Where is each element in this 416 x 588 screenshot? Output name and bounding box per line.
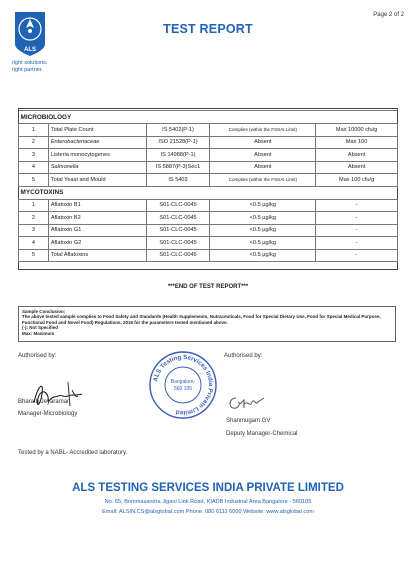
- cell-limit: -: [316, 212, 398, 225]
- cell-param: Total Yeast and Mould: [48, 174, 146, 187]
- table-row: [19, 124, 398, 137]
- footer-contact: Email: ALSIN.CS@alsglobal.com Phone: 080 6111 6000 Website: www.alsglobal.com: [102, 509, 314, 515]
- cell-limit: -: [316, 224, 398, 237]
- signatory-left-role: Manager-Microbiology: [18, 411, 78, 417]
- table-row: [19, 149, 398, 162]
- cell-result: Absent: [210, 136, 316, 149]
- cell-no: 3: [19, 149, 49, 162]
- sample-conclusion: [18, 306, 396, 342]
- table-row: [19, 174, 398, 187]
- cell-result: <0.5 µg/kg: [210, 212, 316, 225]
- seal-center-line2: 560 105: [173, 386, 193, 392]
- signature-right: [226, 394, 268, 412]
- cell-param: Aflatoxin G1: [48, 224, 146, 237]
- cell-no: 4: [19, 161, 49, 174]
- cell-result: Absent: [210, 161, 316, 174]
- cell-method: IS 5887(P-3)Sec1: [146, 161, 210, 174]
- cell-param: Listeria monocytogenes: [48, 149, 146, 162]
- cell-method: S01-CLC-0045: [146, 199, 210, 212]
- conclusion-body: The above tested sample complies to Food Safety and Standards (Health Supplements, Nutraceuticals, Food for Special Dietary Use, Food for Special Medical Purpose, Functional Food and Novel Food) Regulations, 2016 for the parameters tested mentioned above.: [22, 314, 381, 325]
- cell-limit: Absent: [316, 149, 398, 162]
- cell-no: 2: [19, 136, 49, 149]
- cell-method: IS 14988(P-1): [146, 149, 210, 162]
- cell-method: IS 5403: [146, 174, 210, 187]
- cell-limit: Max 10000 cfu/g: [316, 124, 398, 137]
- cell-result: <0.5 µg/kg: [210, 249, 316, 262]
- section-heading-row: [19, 111, 398, 124]
- cell-result: <0.5 µg/kg: [210, 224, 316, 237]
- seal-center-line1: Bangalore-: [170, 379, 196, 385]
- table-row: [19, 199, 398, 212]
- cell-no: 1: [19, 199, 49, 212]
- section-heading-row: [19, 186, 398, 199]
- footer-address: No. 65, Bommasandra Jigani Link Road, KIADB Industrial Area Bangalore - 560105: [104, 499, 312, 505]
- cell-result: Absent: [210, 149, 316, 162]
- note-maximum: Max: Maximum: [22, 330, 55, 336]
- tagline-line1: right solutions.: [12, 60, 48, 66]
- cell-param: Enterobacteriaceae: [48, 136, 146, 149]
- cell-limit: Max 100: [316, 136, 398, 149]
- table-row: [19, 224, 398, 237]
- cell-result: Complies (within the FSSAI Limit): [210, 174, 316, 187]
- signatory-right-role: Deputy Manager-Chemical: [226, 431, 298, 437]
- cell-no: 5: [19, 249, 49, 262]
- signature-left: [28, 372, 88, 416]
- cell-result: Complies (within the FSSAI Limit): [210, 124, 316, 137]
- signatory-right-name: Shanmugam GV: [226, 418, 271, 424]
- cell-limit: Max 100 cfu/g: [316, 174, 398, 187]
- cell-method: ISO 21528(P-1): [146, 136, 210, 149]
- cell-no: 3: [19, 224, 49, 237]
- cell-param: Salmonella: [48, 161, 146, 174]
- cell-result: <0.5 µg/kg: [210, 237, 316, 250]
- note-not-specified: (-): Not Specified: [22, 325, 58, 331]
- cell-result: <0.5 µg/kg: [210, 199, 316, 212]
- cell-no: 5: [19, 174, 49, 187]
- cell-no: 1: [19, 124, 49, 137]
- cell-method: S01-CLC-0045: [146, 224, 210, 237]
- table-row: [19, 249, 398, 262]
- seal-ring-text: ALS Testing Services India Private Limited: [152, 353, 215, 417]
- authorised-by-right: Authorised by:: [224, 353, 263, 359]
- cell-param: Aflatoxin B2: [48, 212, 146, 225]
- authorised-by-left: Authorised by:: [18, 353, 57, 359]
- signatory-left-name: Bharath Jeyaraman: [18, 399, 71, 405]
- footer-company-name: ALS TESTING SERVICES INDIA PRIVATE LIMITED: [72, 482, 344, 494]
- table-row: [19, 136, 398, 149]
- company-seal: [148, 350, 218, 420]
- cell-no: 2: [19, 212, 49, 225]
- page-title: TEST REPORT: [163, 22, 253, 36]
- results-body: [19, 111, 398, 262]
- cell-param: Aflatoxin B1: [48, 199, 146, 212]
- cell-param: Total Aflatoxins: [48, 249, 146, 262]
- logo-text: ALS: [24, 47, 36, 53]
- page-number: Page 2 of 2: [373, 12, 404, 18]
- cell-method: S01-CLC-0045: [146, 237, 210, 250]
- cell-param: Aflatoxin G2: [48, 237, 146, 250]
- conclusion-heading: Sample Conclusion:: [22, 309, 66, 314]
- tagline-line2: right partner.: [12, 67, 43, 73]
- accreditation-note: Tested by a NABL- Accredited laboratory.: [18, 450, 128, 456]
- table-row: [19, 237, 398, 250]
- tagline: [12, 60, 47, 74]
- results-table: [18, 110, 398, 262]
- cell-method: IS 5402(P-1): [146, 124, 210, 137]
- cell-no: 4: [19, 237, 49, 250]
- cell-method: S01-CLC-0045: [146, 249, 210, 262]
- cell-limit: -: [316, 249, 398, 262]
- table-row: [19, 212, 398, 225]
- cell-limit: Absent: [316, 161, 398, 174]
- cell-method: S01-CLC-0045: [146, 212, 210, 225]
- section-heading: MICROBIOLOGY: [19, 111, 398, 124]
- cell-param: Total Plate Count: [48, 124, 146, 137]
- table-row: [19, 161, 398, 174]
- end-of-report: ***END OF TEST REPORT***: [167, 284, 249, 290]
- section-heading: MYCOTOXINS: [19, 186, 398, 199]
- cell-limit: -: [316, 237, 398, 250]
- cell-limit: -: [316, 199, 398, 212]
